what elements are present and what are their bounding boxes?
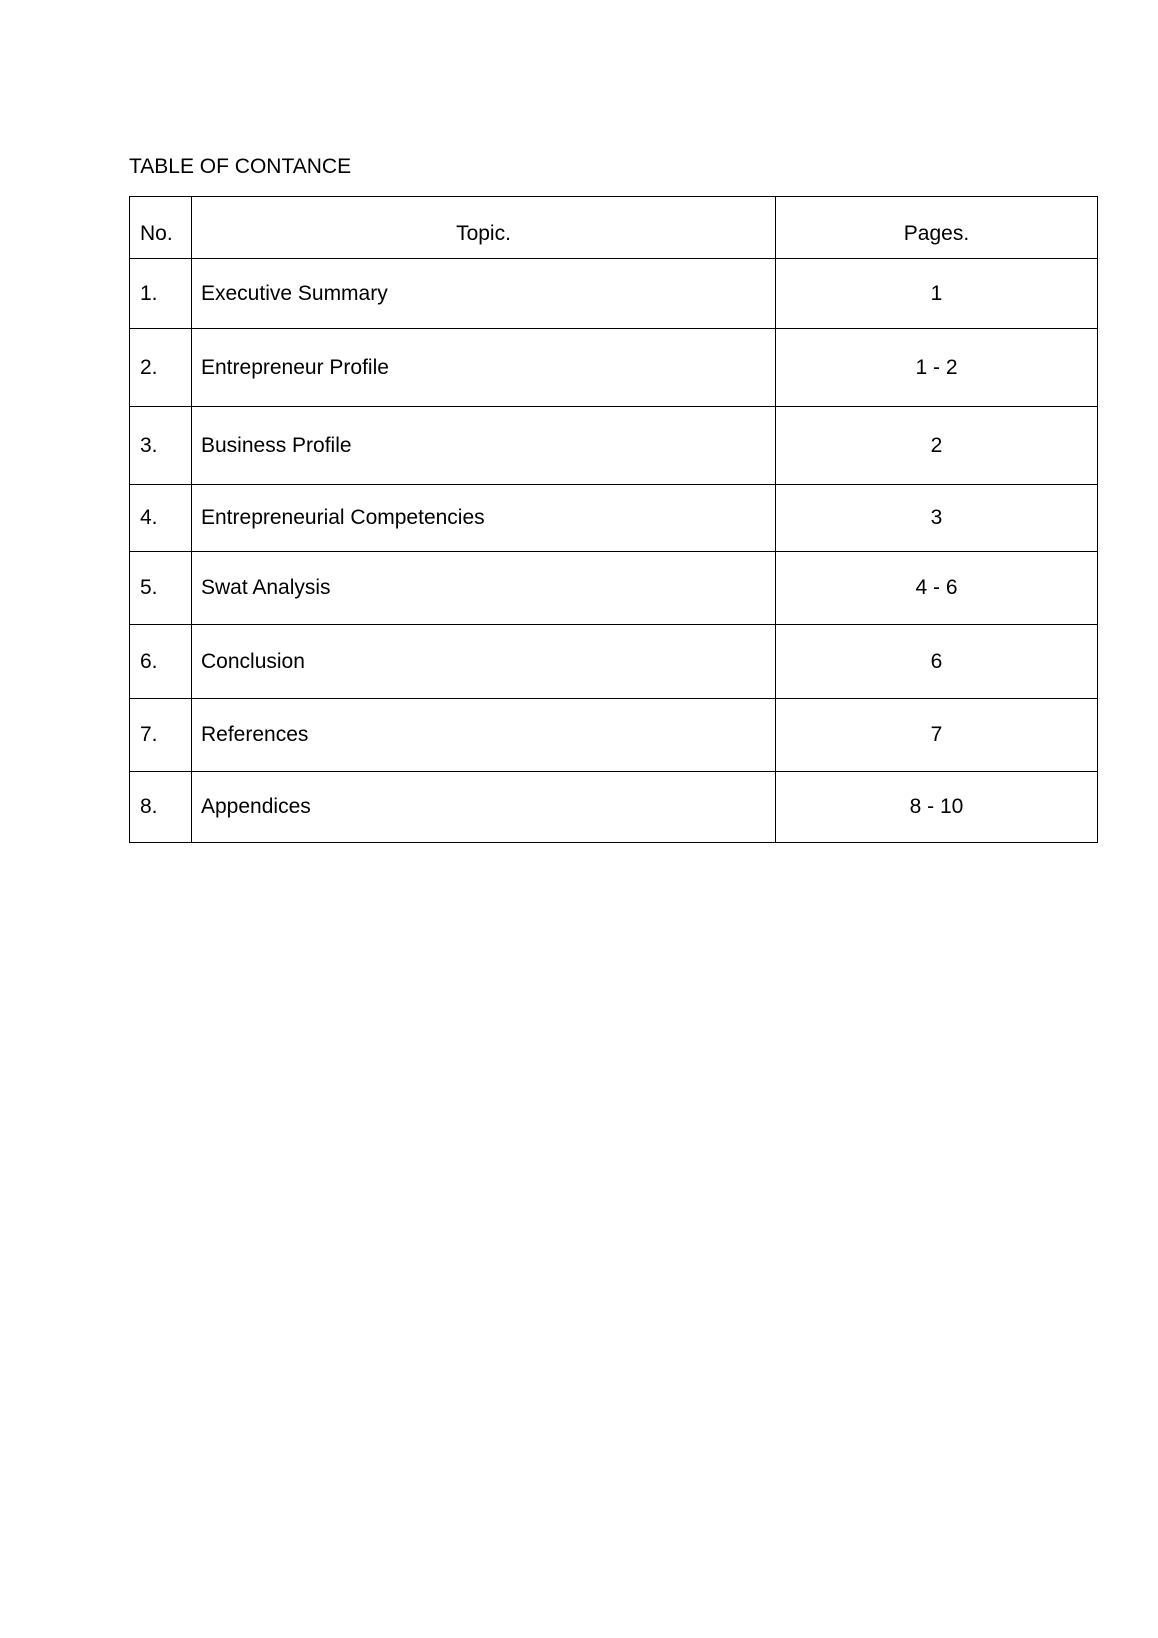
row-topic: Swat Analysis — [192, 552, 776, 625]
row-number: 6. — [130, 625, 192, 699]
table-row — [130, 552, 1098, 625]
row-number: 8. — [130, 772, 192, 843]
table-row — [130, 259, 1098, 329]
row-pages: 7 — [776, 699, 1098, 772]
page-title: TABLE OF CONTANCE — [129, 155, 352, 178]
row-number: 5. — [130, 552, 192, 625]
row-topic: References — [192, 699, 776, 772]
row-pages: 8 - 10 — [776, 772, 1098, 843]
row-topic: Entrepreneur Profile — [192, 329, 776, 407]
table-row — [130, 407, 1098, 485]
row-topic: Appendices — [192, 772, 776, 843]
table-row — [130, 772, 1098, 843]
table-row — [130, 329, 1098, 407]
toc-table — [129, 196, 1098, 843]
table-row — [130, 699, 1098, 772]
row-pages: 1 - 2 — [776, 329, 1098, 407]
row-pages: 3 — [776, 485, 1098, 552]
table-header-row — [130, 197, 1098, 259]
row-topic: Business Profile — [192, 407, 776, 485]
row-topic: Entrepreneurial Competencies — [192, 485, 776, 552]
row-pages: 4 - 6 — [776, 552, 1098, 625]
header-topic: Topic. — [192, 197, 776, 259]
table-row — [130, 485, 1098, 552]
row-pages: 2 — [776, 407, 1098, 485]
header-no: No. — [130, 197, 192, 259]
table-row — [130, 625, 1098, 699]
row-pages: 1 — [776, 259, 1098, 329]
row-number: 7. — [130, 699, 192, 772]
row-number: 3. — [130, 407, 192, 485]
row-number: 2. — [130, 329, 192, 407]
header-pages: Pages. — [776, 197, 1098, 259]
row-number: 1. — [130, 259, 192, 329]
row-pages: 6 — [776, 625, 1098, 699]
row-topic: Executive Summary — [192, 259, 776, 329]
row-topic: Conclusion — [192, 625, 776, 699]
row-number: 4. — [130, 485, 192, 552]
